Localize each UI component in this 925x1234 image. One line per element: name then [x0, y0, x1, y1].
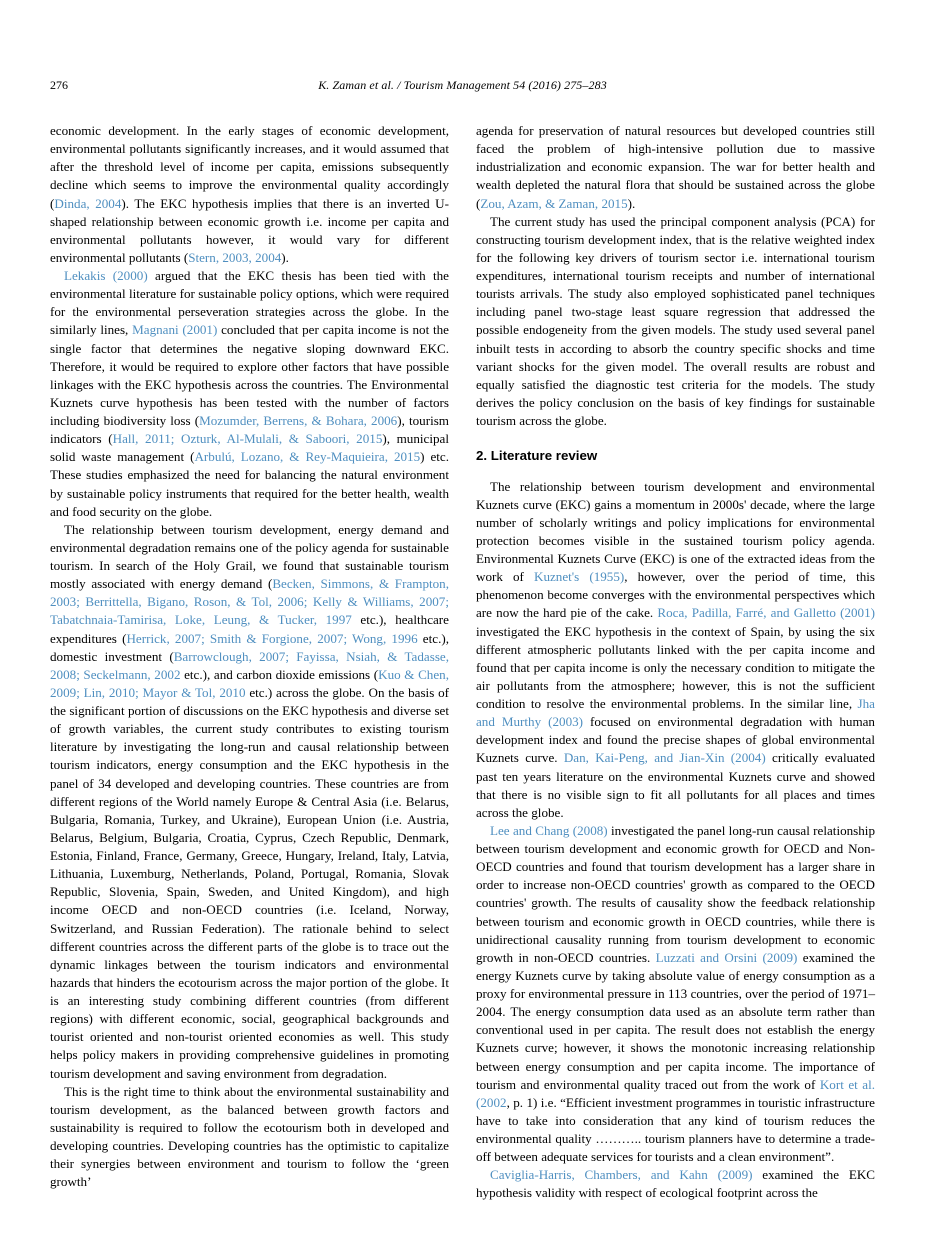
body-text: economic development. In the early stages of economic development, environmental pollutants significantly increases, and it would assumed that after the threshold level of income per capita, emissions subsequently decline which seems to improve the environmental quality accordingly (: [50, 123, 449, 211]
body-text: concluded that per capita income is not the single factor that determines the negative sloping downward EKC. Therefore, it would be required to explore other factors that have possible linkages with the EKC hypothesis across the countries. The Environmental Kuznets curve hypothesis has been tested with the number of factors including biodiversity loss (: [50, 322, 449, 428]
body-paragraph: [50, 122, 449, 267]
two-column-body: [50, 122, 875, 1203]
body-text: , p. 1) i.e. “Efficient investment programmes in touristic infrastructure have to take into consideration that any kind of tourism reduces the environmental quality ……….. tourism planners have to determine a trade-off between adequate services for tourists and a clean environment”.: [476, 1094, 875, 1165]
body-text: examined the energy Kuznets curve by taking absolute value of energy consumption as a proxy for environmental pressure in 113 countries, over the period of 1971–2004. The energy consumption data used as an absolute term rather than conventional used in per capita. The result does not establish the energy Kuznets curve; however, it shows the monotonic increasing relationship between energy consumption and per capita income. The importance of tourism and environmental quality traced out from the work of: [476, 949, 876, 1092]
body-text: ), municipal solid waste management (: [50, 431, 449, 465]
body-paragraph: [476, 213, 875, 431]
citation-link[interactable]: Lekakis (2000): [64, 268, 148, 283]
body-text: This is the right time to think about the environmental sustainability and tourism development, as the balanced between growth factors and sustainability is required to follow the ecotourism both in developed and developing countries. Developing countries has the optimistic to capitalize their synergies between environment and tourism to follow the ‘green growth’: [50, 1083, 449, 1190]
citation-link[interactable]: Dan, Kai-Peng, and Jian-Xin (2004): [563, 750, 766, 766]
body-text: argued that the EKC thesis has been tied with the environmental literature for sustainable policy options, which were required for the environmental perseveration strategies across the globe. In the similarly lines,: [50, 268, 449, 338]
citation-link[interactable]: Roca, Padilla, Farré, and Galletto (2001): [657, 605, 875, 621]
body-text: etc.), healthcare expenditures (: [50, 612, 449, 646]
left-column: [50, 122, 449, 1191]
body-paragraph: [476, 122, 875, 213]
body-paragraph: [476, 478, 875, 822]
citation-link[interactable]: Kuo & Chen, 2009; Lin, 2010; Mayor & Tol, 2010: [50, 666, 449, 700]
right-column: [476, 122, 875, 1203]
body-text: The relationship between tourism development and environmental Kuznets curve (EKC) gains a momentum in 2000s' decade, where the large number of scholarly writings and policy implications for environmental protection becomes visible in the sustained tourism policy agenda. Environmental Kuznets Curve (EKC) is one of the extracted ideas from the work of: [476, 478, 875, 585]
citation-link[interactable]: Kort et al. (2002: [476, 1076, 875, 1110]
body-text: ).: [627, 195, 636, 211]
body-text: investigated the panel long-run causal relationship between tourism development and economic growth for OECD and Non-OECD countries and found that tourism development has a larger share in order to increase non-OECD countries' growth as compared to the OECD countries' growth. The results of causality show the feedback relationship between tourism and economic growth in OECD countries, while there is unidirectional causality running from tourism development to economic growth in non-OECD countries.: [476, 822, 875, 965]
body-text: etc.), domestic investment (: [50, 630, 449, 664]
body-text: critically evaluated past ten years literature on the environmental Kuznets curve and showed that there is no visible sign to fit all pollutants for all places and times across the globe.: [476, 750, 875, 820]
body-paragraph: [476, 822, 875, 1166]
body-paragraph: [50, 267, 449, 521]
body-paragraph: [50, 521, 449, 1083]
citation-link[interactable]: Kuznet's (1955): [533, 569, 625, 585]
body-paragraph: [50, 1083, 449, 1192]
journal-reference: K. Zaman et al. / Tourism Management 54 (2016) 275–283: [318, 78, 607, 92]
body-text: examined the EKC hypothesis validity with respect of ecological footprint across the: [476, 1167, 876, 1201]
citation-link[interactable]: Stern, 2003, 2004: [188, 249, 282, 265]
citation-link[interactable]: Barrowclough, 2007; Fayissa, Nsiah, & Tadasse, 2008; Seckelmann, 2002: [50, 648, 450, 682]
body-text: investigated the EKC hypothesis in the context of Spain, by using the six different atmospheric pollutants linked with the per capita income and found that per capita income is only the necessary condition to mitigate the air pollutants from the atmosphere; however, this is not the sufficient condition to resolve the environmental problems. In the similar line,: [476, 623, 875, 712]
citation-link[interactable]: Arbulú, Lozano, & Rey-Maquieira, 2015: [194, 449, 421, 465]
body-paragraph: [476, 1166, 875, 1202]
page-number: 276: [50, 78, 68, 92]
body-text: focused on environmental degradation with human development index and found the precise shapes of global environmental Kuznets curve.: [476, 714, 875, 766]
citation-link[interactable]: Magnani (2001): [132, 322, 218, 338]
body-text: etc.) across the globe. On the basis of the significant portion of discussions on the EKC hypothesis and diverse set of growth variables, the current study contributes to existing tourism literature by investigating the long-run and causal relationship between tourism indicators, energy consumption and the EKC hypothesis in the panel of 34 developed and developing countries. These countries are from different regions of the World namely Europe & Central Asia (i.e. Belarus, Bulgaria, Romania, Turkey, and Ukraine), European Union (i.e. Austria, Belarus, Belgium, Bulgaria, Croatia, Cyprus, Czech Republic, Denmark, Estonia, Finland, France, Germany, Greece, Hungary, Ireland, Italy, Latvia, Lithuania, Luxemburg, Netherlands, Poland, Portugal, Romania, Slovak Republic, Slovenia, Spain, Sweden, and United Kingdom), and high income OECD and non-OECD countries (i.e. Iceland, Norway, Switzerland, and Russian Federation). The rationale behind to select different countries across the different parts of the globe is to trace out the dynamic linkages between the tourism indicators and environmental hazards that hinders the ecotourism across the major portion of the globe. It is an interesting study combining different countries (from different regions) with different economic, social, geographical backgrounds and tourist oriented and non-tourist oriented economies as well. This study helps policy makers in providing comprehensive guidelines in promoting tourism development and saving environment from degradation.: [50, 684, 449, 1081]
citation-link[interactable]: Lee and Chang (2008): [490, 822, 608, 838]
section-heading-literature-review: 2. Literature review: [476, 448, 598, 464]
right-column-after-section: [476, 478, 875, 1203]
body-text: The current study has used the principal component analysis (PCA) for constructing tourism development index, that is the relative weighted index for the following key drivers of tourism sector i.e. international tourism expenditures, international tourism receipts and number of international tourists arrivals. The study also employed sophisticated panel techniques including panel two-stage least square regression that addressed the possible endogeneity from the given models. The study used several panel inbuilt tests in according to absorb the country specific shocks and time variant shocks for the given model. The overall results are robust and equally satisfied the diagnostic test criteria for the models. The study derives the policy conclusion on the basis of key findings for sustainable tourism across the globe.: [476, 213, 875, 428]
citation-link[interactable]: Dinda, 2004: [54, 195, 122, 211]
right-column-before-section: [476, 122, 875, 430]
citation-link[interactable]: Mozumder, Berrens, & Bohara, 2006: [199, 413, 398, 428]
citation-link[interactable]: Zou, Azam, & Zaman, 2015: [480, 195, 628, 211]
citation-link[interactable]: Hall, 2011; Ozturk, Al-Mulali, & Saboori, 2015: [112, 431, 383, 447]
citation-link[interactable]: Luzzati and Orsini (2009): [655, 949, 798, 965]
body-text: ), tourism indicators (: [50, 413, 449, 447]
body-text: agenda for preservation of natural resources but developed countries still faced the problem of high-intensive pollution due to massive industrialization and economic expansion. The war for better health and wealth depleted the natural flora that should be sustained across the globe (: [476, 123, 875, 211]
body-text: The relationship between tourism development, energy demand and environmental degradation remains one of the policy agenda for sustainable tourism. In search of the Holy Grail, we found that sustainable tourism mostly associated with energy demand (: [50, 521, 449, 592]
citation-link[interactable]: Jha and Murthy (2003): [476, 696, 875, 730]
body-text: ). The EKC hypothesis implies that there is an inverted U-shaped relationship between economic growth i.e. income per capita and environmental pollutants however, it would vary for different environmental pollutants (: [50, 195, 449, 265]
body-text: ) etc. These studies emphasized the need for balancing the natural environment by sustainable policy instruments that required for the better health, wealth and food security on the globe.: [50, 449, 450, 519]
citation-link[interactable]: Herrick, 2007; Smith & Forgione, 2007; Wong, 1996: [126, 630, 418, 646]
citation-link[interactable]: Caviglia-Harris, Chambers, and Kahn (2009): [490, 1167, 753, 1183]
body-text: , however, over the period of time, this phenomenon become converges with the environmental perspectives which are now the hard pie of the cake.: [476, 569, 875, 621]
body-text: ).: [281, 249, 289, 265]
citation-link[interactable]: Becken, Simmons, & Frampton, 2003; Berrittella, Bigano, Roson, & Tol, 2006; Kelly & Williams, 2007; Tabatchnaia-Tamirisa, Loke, Leung, & Tucker, 1997: [50, 576, 449, 628]
running-head: [50, 78, 875, 92]
body-text: etc.), and carbon dioxide emissions (: [180, 666, 379, 682]
